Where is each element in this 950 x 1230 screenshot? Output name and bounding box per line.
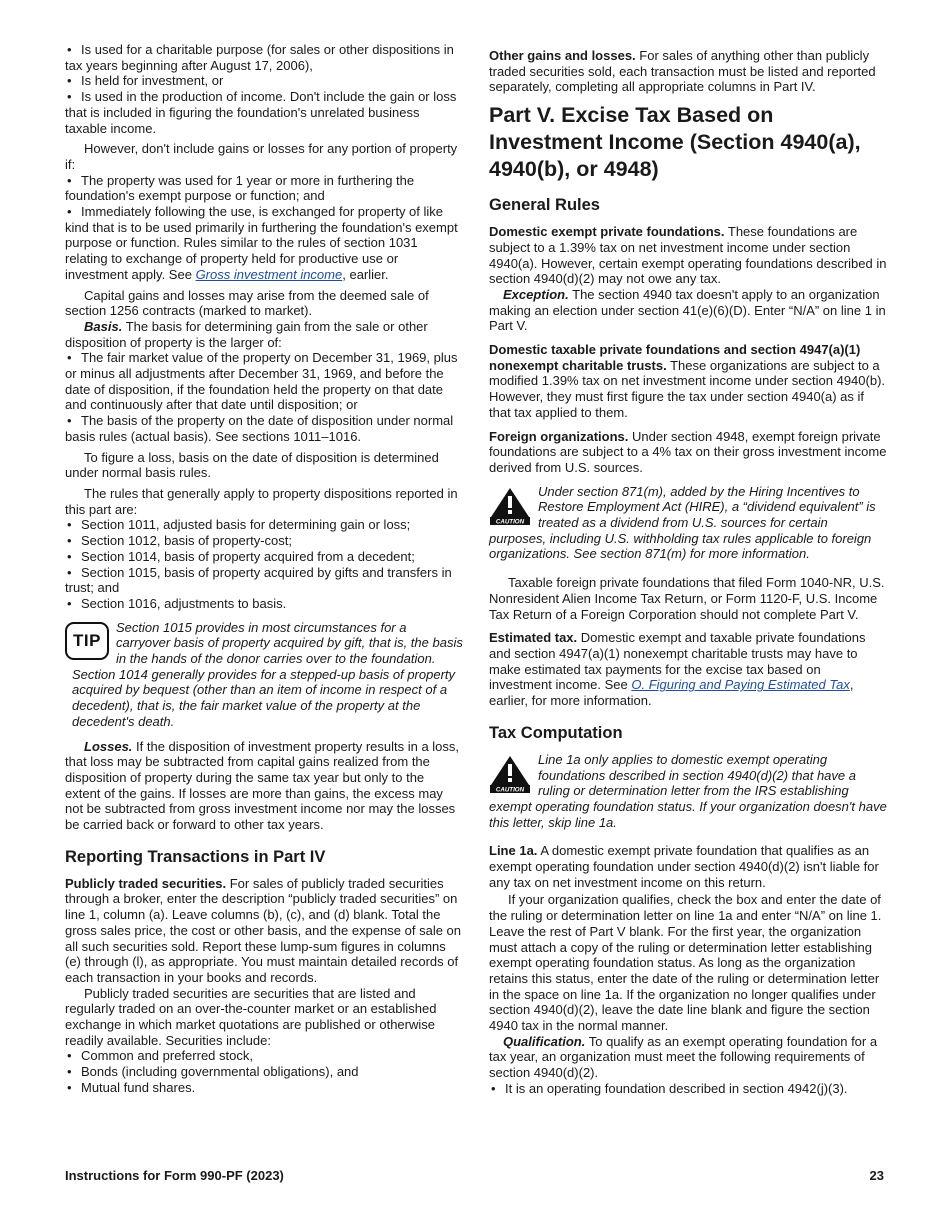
paragraph-domestic	[489, 224, 887, 287]
paragraph-rules-intro: The rules that generally apply to property dispositions reported in this part are:	[65, 485, 458, 517]
right-column	[489, 48, 887, 1097]
reporting-heading: Reporting Transactions in Part IV	[65, 847, 326, 866]
list-item: • The fair market value of the property on December 31, 1969, plus or minus all adjustments after December 31, 1969, and before the date of disposition, if the foundation held the property on that date and continuously after that date until disposition; or	[65, 350, 463, 413]
list-item: • Mutual fund shares.	[65, 1080, 463, 1096]
list-item	[65, 204, 463, 283]
paragraph-basis	[65, 319, 463, 350]
gross-investment-income-link[interactable]: Gross investment income	[195, 266, 343, 282]
paragraph-foreign	[489, 429, 887, 476]
list-item-text: Immediately following the use, is exchanged for property of like kind that is to be used primarily in furthering the foundation's exempt purpose or function. Rules similar to the rules of section 1031 relating to exchange of property held for productive use or investment apply. See	[65, 204, 458, 282]
losses-text: If the disposition of investment property results in a loss, that loss may be subtracted from capital gains realized from the disposition of property during the same tax year but only to the extent of the gains. If losses are more than gains, the excess may not be subtracted from gross investment income nor may the losses be carried back or forward to other tax years.	[65, 738, 460, 833]
paragraph-losses	[65, 739, 463, 833]
exception-heading: Exception.	[503, 286, 569, 302]
estimated-tail: , earlier, for more information.	[489, 677, 854, 709]
estimated-heading: Estimated tax.	[489, 630, 578, 646]
paragraph-publicly-def: Publicly traded securities are securities that are listed and regularly traded on an over-the-counter market or an established exchange in which market quotations are published or otherwise readily available. Securities include:	[65, 985, 437, 1048]
foreign-text: Under section 4948, exempt foreign private foundations are subject to a 4% tax on their gross investment income derived from U.S. sources.	[489, 428, 887, 475]
paragraph-qualification	[489, 1034, 887, 1081]
paragraph-other	[489, 48, 887, 95]
estimated-text: Domestic exempt and taxable private foundations and section 4947(a)(1) nonexempt charitable trusts may have to make estimated tax payments for the excise tax based on investment income. See	[489, 630, 866, 693]
caution-icon	[489, 486, 531, 526]
taxable-text: These organizations are subject to a modified 1.39% tax on net investment income under section 4940(b). However, they must first figure the tax under section 4940(a) as if that tax applied to them.	[489, 357, 886, 420]
publicly-heading: Publicly traded securities.	[65, 875, 227, 891]
list-item: • Is used in the production of income. Don't include the gain or loss that is included in figuring the foundation's unrelated business taxable income.	[65, 89, 463, 136]
tip-text: Section 1015 provides in most circumstances for a carryover basis of property acquired by gift, that is, the basis in the hands of the donor carries over to the foundation. Section 1014 generally provides for a stepped-up basis of property acquired by bequest (other than an item of income in respect of a decedent), that is, the fair market value of the property at the decedent's death.	[72, 619, 463, 729]
line1a-heading: Line 1a.	[489, 843, 538, 859]
page-number: 23	[869, 1168, 884, 1183]
list-item: • Bonds (including governmental obligations), and	[65, 1064, 463, 1080]
footer-form-title: Instructions for Form 990-PF (2023)	[65, 1168, 284, 1183]
list-item: • Section 1014, basis of property acquired from a decedent;	[65, 549, 463, 565]
caution-note	[489, 484, 887, 563]
list-item: • It is an operating foundation described in section 4942(j)(3).	[489, 1081, 887, 1097]
list-item: • Section 1012, basis of property-cost;	[65, 533, 463, 549]
list-item: • The basis of the property on the date of disposition under normal basis rules (actual basis). See sections 1011–1016.	[65, 413, 463, 444]
list-item: • Common and preferred stock,	[65, 1048, 463, 1064]
list-item: • Is used for a charitable purpose (for sales or other dispositions in tax years beginning after August 17, 2006),	[65, 42, 463, 73]
other-heading: Other gains and losses.	[489, 48, 636, 63]
qualification-heading: Qualification.	[503, 1033, 586, 1049]
basis-text: The basis for determining gain from the sale or other disposition of property is the larger of:	[65, 318, 428, 350]
list-item: • The property was used for 1 year or more in furthering the foundation's exempt purpose or function; and	[65, 173, 463, 204]
caution-text: Line 1a only applies to domestic exempt operating foundations described in section 4940(d)(2) that have a ruling or determination letter from the IRS establishing exempt operating foundation status. If your organization doesn't have this letter, skip line 1a.	[489, 751, 887, 830]
caution-note	[489, 752, 887, 831]
part-v-heading: Part V. Excise Tax Based on Investment Income (Section 4940(a), 4940(b), or 4948)	[489, 103, 861, 182]
caution-text: Under section 871(m), added by the Hiring Incentives to Restore Employment Act (HIRE), a “dividend equivalent” is treated as a dividend from U.S. sources for certain purposes, including U.S. withholding tax rules applicable to foreign organizations. See section 871(m) for more information.	[489, 483, 876, 562]
list-item: • Is held for investment, or	[65, 73, 463, 89]
paragraph-figure-loss: To figure a loss, basis on the date of disposition is determined under normal basis rules.	[65, 449, 439, 481]
tip-label: TIP	[73, 630, 101, 650]
paragraph-taxable-foreign: Taxable foreign private foundations that filed Form 1040-NR, U.S. Nonresident Alien Income Tax Return, or Form 1120-F, U.S. Income Tax Return of a Foreign Corporation should not complete Part V.	[489, 575, 885, 622]
list-item: • Section 1016, adjustments to basis.	[65, 596, 463, 612]
left-column	[65, 42, 463, 1096]
paragraph-capital: Capital gains and losses may arise from the deemed sale of section 1256 contracts (marked to market).	[65, 287, 429, 319]
figuring-paying-link[interactable]: O. Figuring and Paying Estimated Tax	[631, 677, 850, 693]
paragraph-line1a	[489, 843, 887, 890]
tax-computation-heading: Tax Computation	[489, 723, 623, 742]
paragraph-exception	[489, 287, 887, 334]
domestic-heading: Domestic exempt private foundations.	[489, 224, 725, 240]
qualification-text: To qualify as an exempt operating foundation for a tax year, an organization must meet the following requirements of section 4940(d)(2).	[489, 1033, 878, 1081]
line1a-text: A domestic exempt private foundation that qualifies as an exempt operating foundation under section 4940(d)(2) isn't liable for any tax on net investment income on this return.	[489, 843, 879, 890]
paragraph-publicly	[65, 876, 463, 986]
paragraph-qualifies: If your organization qualifies, check the box and enter the date of the ruling or determination letter on line 1a and enter “N/A” on line 1. Leave the rest of Part V blank. For the first year, the organization must attach a copy of the ruling or determination letter establishing exempt operating foundation status. As long as the organization retains this status, enter the date of the ruling or determination letter in the space on line 1a. If the organization no longer qualifies under section 4940(d)(2), leave the date line blank and figure the section 4940 tax in the normal manner.	[489, 892, 882, 1034]
caution-label: CAUTION	[495, 786, 525, 794]
paragraph-however: However, don't include gains or losses for any portion of property if:	[65, 141, 458, 172]
list-item: • Section 1015, basis of property acquired by gifts and transfers in trust; and	[65, 565, 463, 596]
exception-text: The section 4940 tax doesn't apply to an organization making an election under section 41(e)(6)(D). Enter “N/A” on line 1 in Part V.	[489, 286, 886, 334]
tip-note	[65, 620, 463, 730]
foreign-heading: Foreign organizations.	[489, 428, 629, 444]
tip-icon	[65, 622, 109, 660]
basis-heading: Basis.	[84, 318, 123, 334]
domestic-text: These foundations are subject to a 1.39% tax on net investment income under section 4940(a). However, certain exempt operating foundations described in section 4940(d)(2) may not owe any tax.	[489, 224, 887, 287]
publicly-text: For sales of publicly traded securities through a broker, enter the description “publicly traded securities” on line 1, column (a). Leave columns (b), (c), and (d) blank. Total the gross sales price, the cost or other basis, and the expense of sale on all such securities sold. Report these lump-sum figures in columns (e) through (l), as appropriate. You must maintain detailed records of each transaction in your books and records.	[65, 875, 462, 985]
caution-label: CAUTION	[495, 518, 525, 526]
list-item: • Section 1011, adjusted basis for determining gain or loss;	[65, 517, 463, 533]
other-text: For sales of anything other than publicly traded securities sold, each transaction must be listed and reported separately, completing all appropriate columns in Part IV.	[489, 48, 876, 95]
list-item-tail: , earlier.	[342, 266, 389, 282]
losses-heading: Losses.	[84, 738, 133, 754]
caution-icon	[489, 754, 531, 794]
paragraph-estimated	[489, 630, 887, 709]
taxable-heading: Domestic taxable private foundations and section 4947(a)(1) nonexempt charitable trusts.	[489, 342, 861, 373]
paragraph-taxable	[489, 342, 887, 421]
general-rules-heading: General Rules	[489, 196, 600, 215]
